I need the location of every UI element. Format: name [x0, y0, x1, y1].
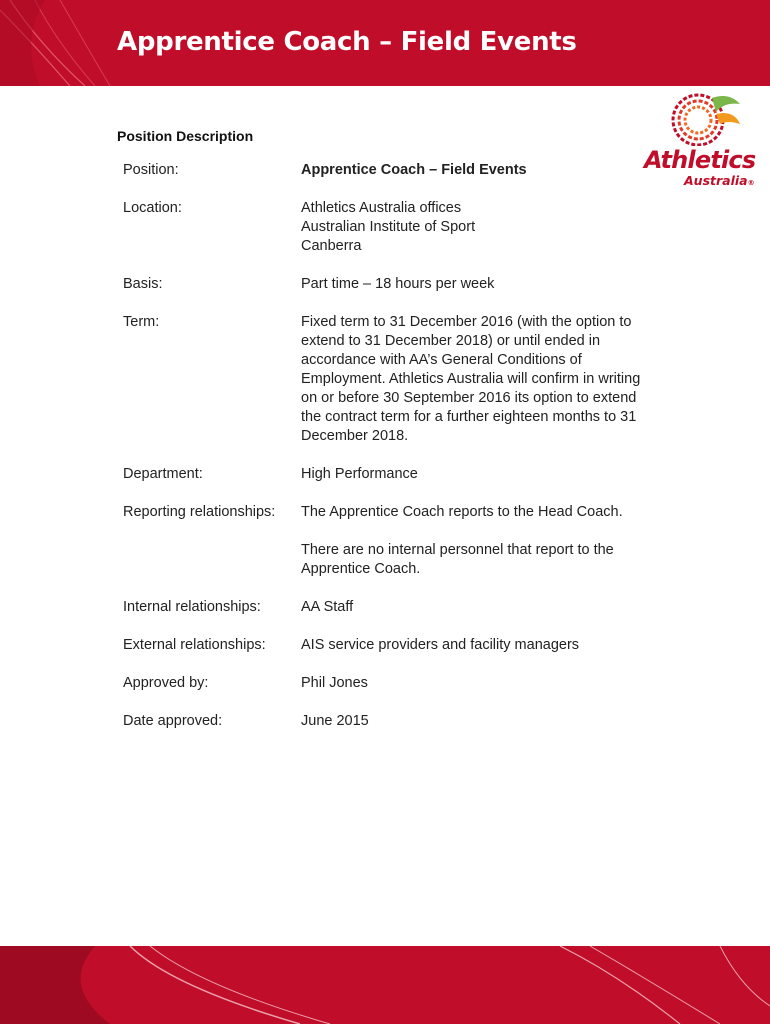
- detail-row: [123, 503, 663, 579]
- detail-value: [301, 275, 651, 294]
- detail-label: Term:: [123, 314, 160, 330]
- detail-value-paragraph: Athletics Australia offices Australian Institute of Sport Canberra: [301, 200, 476, 254]
- header-banner: [0, 0, 770, 86]
- detail-row: [123, 465, 663, 484]
- detail-label: Position:: [123, 162, 179, 178]
- detail-label: Date approved:: [123, 713, 223, 729]
- detail-label: Basis:: [123, 276, 163, 292]
- footer-swoosh-graphic: [0, 946, 770, 1024]
- detail-label: Internal relationships:: [123, 599, 261, 615]
- registered-mark: ®: [747, 179, 755, 187]
- detail-label: Location:: [123, 200, 182, 216]
- detail-row: [123, 313, 663, 446]
- page-title: Apprentice Coach – Field Events: [117, 27, 577, 57]
- detail-value: [301, 712, 651, 731]
- detail-value-paragraph: Part time – 18 hours per week: [301, 276, 495, 292]
- position-details-table: [123, 161, 663, 750]
- footer-banner: [0, 946, 770, 1024]
- detail-row: [123, 712, 663, 731]
- detail-value: [301, 313, 651, 446]
- detail-value-paragraph: High Performance: [301, 466, 418, 482]
- detail-value-paragraph: There are no internal personnel that report to the Apprentice Coach.: [301, 542, 614, 577]
- detail-value: [301, 199, 651, 256]
- detail-value: [301, 598, 651, 617]
- detail-value-paragraph: Phil Jones: [301, 675, 368, 691]
- detail-value-paragraph: June 2015: [301, 713, 369, 729]
- detail-value: [301, 465, 651, 484]
- logo-rings-icon: [654, 90, 744, 146]
- detail-row: [123, 598, 663, 617]
- detail-row: [123, 161, 663, 180]
- detail-label: Reporting relationships:: [123, 504, 276, 520]
- detail-value-paragraph: AIS service providers and facility managers: [301, 637, 580, 653]
- detail-row: [123, 674, 663, 693]
- section-heading: Position Description: [117, 128, 254, 144]
- logo-subtitle: Australia®: [684, 173, 755, 188]
- detail-row: [123, 199, 663, 256]
- detail-value-paragraph: AA Staff: [301, 599, 354, 615]
- logo-wordmark: Athletics: [644, 146, 756, 174]
- detail-label: Department:: [123, 466, 203, 482]
- detail-value-paragraph: Apprentice Coach – Field Events: [301, 162, 527, 178]
- detail-row: [123, 636, 663, 655]
- detail-value: [301, 503, 651, 579]
- detail-value-paragraph: Fixed term to 31 December 2016 (with the option to extend to 31 December 2018) or until ended in accordance with AA’s General Conditions of Employment. Athletics Australia will confirm in writing on or before 30 September 2016 its option to extend the contract term for a further eighteen months to 31 December 2018.: [301, 314, 641, 444]
- detail-value: [301, 674, 651, 693]
- detail-value-paragraph: The Apprentice Coach reports to the Head Coach.: [301, 504, 623, 520]
- detail-label: External relationships:: [123, 637, 266, 653]
- detail-row: [123, 275, 663, 294]
- detail-label: Approved by:: [123, 675, 209, 691]
- detail-value: [301, 161, 651, 180]
- detail-value: [301, 636, 651, 655]
